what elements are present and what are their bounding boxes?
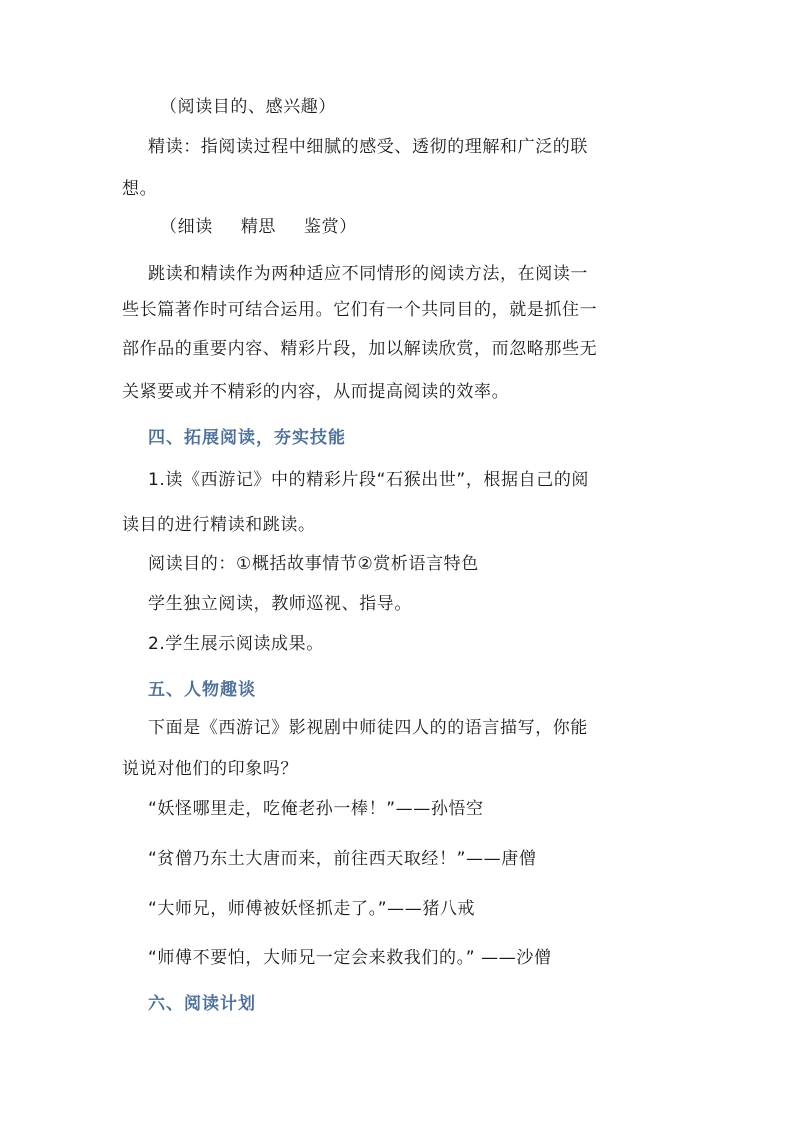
section-4-heading: 四、拓展阅读，夯实技能 [148, 428, 346, 448]
jingdu-item-3: 鉴赏） [304, 217, 357, 237]
quote-zhu-bajie: “大师兄，师傅被妖怪抓走了。”——猪八戒 [148, 899, 476, 919]
jingdu-definition-line-1: 精读：指阅读过程中细腻的感受、透彻的理解和广泛的联 [148, 137, 588, 157]
jingdu-items [160, 215, 720, 239]
section-4-item-1-line-1: 1.读《西游记》中的精彩片段“石猴出世”，根据自己的阅 [148, 470, 590, 490]
section-4-reading-purpose: 阅读目的：①概括故事情节②赏析语言特色 [148, 554, 479, 574]
section-6-heading: 六、阅读计划 [148, 994, 256, 1014]
paragraph-combine-line-3: 部作品的重要内容、精彩片段，加以解读欣赏，而忽略那些无 [122, 339, 598, 359]
jingdu-item-1: （细读 [160, 217, 213, 237]
section-4-item-2: 2.学生展示阅读成果。 [148, 634, 324, 654]
section-5-heading: 五、人物趣谈 [148, 680, 256, 700]
jingdu-item-2: 精思 [240, 217, 277, 237]
section-5-intro-line-2: 说说对他们的印象吗？ [122, 759, 298, 779]
jingdu-definition-line-2: 想。 [122, 179, 158, 199]
paragraph-combine-line-1: 跳读和精读作为两种适应不同情形的阅读方法，在阅读一 [148, 264, 588, 284]
quote-tang-seng: “贫僧乃东土大唐而来，前往西天取经！”——唐僧 [148, 849, 537, 869]
quote-sha-seng: “师傅不要怕，大师兄一定会来救我们的。” ——沙僧 [148, 948, 552, 968]
paragraph-combine-line-4: 关紧要或并不精彩的内容，从而提高阅读的效率。 [122, 382, 510, 402]
section-4-student-activity: 学生独立阅读，教师巡视、指导。 [148, 594, 412, 614]
section-4-item-1-line-2: 读目的进行精读和跳读。 [122, 515, 316, 535]
reading-purpose-note: （阅读目的、感兴趣） [160, 97, 336, 117]
quote-sun-wukong: “妖怪哪里走，吃俺老孙一棒！”——孙悟空 [148, 799, 484, 819]
paragraph-combine-line-2: 些长篇著作时可结合运用。它们有一个共同目的，就是抓住一 [122, 300, 598, 320]
section-5-intro-line-1: 下面是《西游记》影视剧中师徒四人的的语言描写，你能 [148, 718, 588, 738]
